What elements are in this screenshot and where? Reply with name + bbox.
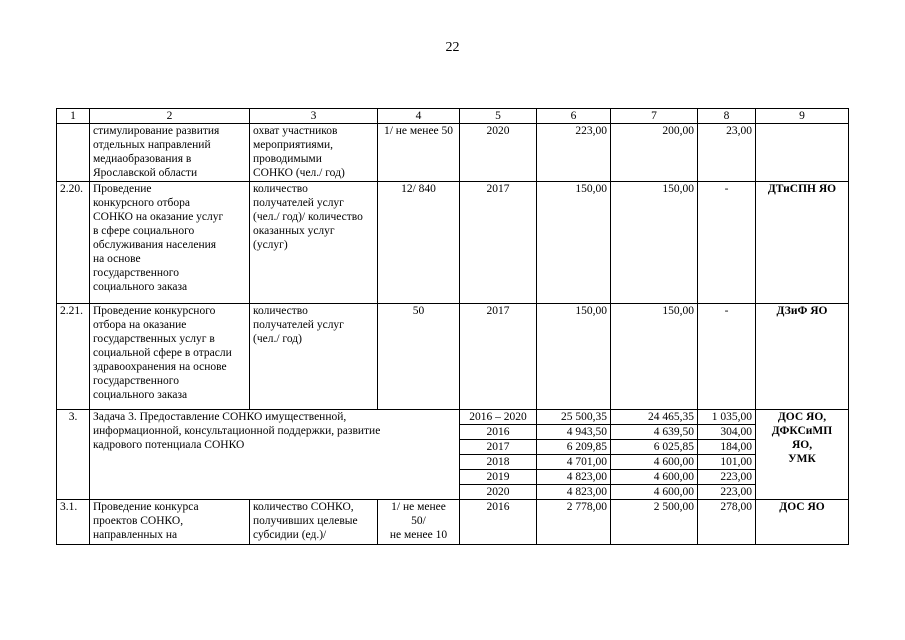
amount-other-cell: 1 035,00 (698, 410, 756, 425)
amount-regional-cell: 24 465,35 (611, 410, 698, 425)
header-cell: 7 (611, 109, 698, 124)
year-cell: 2016 (460, 425, 537, 440)
amount-regional-cell: 4 600,00 (611, 470, 698, 485)
table-row (57, 410, 849, 425)
table-row (57, 304, 849, 410)
table-row (57, 124, 849, 182)
year-cell: 2016 – 2020 (460, 410, 537, 425)
year-cell: 2020 (460, 124, 537, 182)
amount-total-cell: 150,00 (537, 304, 611, 410)
amount-regional-cell: 4 639,50 (611, 425, 698, 440)
indicator-cell: охват участников мероприятиями, проводимыми СОНКО (чел./ год) (250, 124, 378, 182)
value-cell: 1/ не менее 50/ не менее 10 (378, 500, 460, 545)
amount-other-cell: 223,00 (698, 485, 756, 500)
executor-cell: ДТиСПН ЯО (756, 182, 849, 304)
amount-regional-cell: 200,00 (611, 124, 698, 182)
amount-total-cell: 4 823,00 (537, 470, 611, 485)
year-cell: 2017 (460, 182, 537, 304)
amount-regional-cell: 150,00 (611, 182, 698, 304)
row-number: 2.20. (57, 182, 90, 304)
year-cell: 2016 (460, 500, 537, 545)
amount-regional-cell: 150,00 (611, 304, 698, 410)
amount-total-cell: 6 209,85 (537, 440, 611, 455)
row-number: 2.21. (57, 304, 90, 410)
amount-regional-cell: 2 500,00 (611, 500, 698, 545)
program-table (56, 108, 849, 545)
activity-cell: Проведение конкурсного отбора СОНКО на оказание услуг в сфере социального обслуживания населения на основе государственного социального заказа (90, 182, 250, 304)
amount-total-cell: 2 778,00 (537, 500, 611, 545)
activity-cell: Проведение конкурсного отбора на оказание государственных услуг в социальной сфере в отрасли здравоохранения на основе государственного социального заказа (90, 304, 250, 410)
table-row (57, 500, 849, 545)
amount-total-cell: 223,00 (537, 124, 611, 182)
amount-other-cell: 304,00 (698, 425, 756, 440)
amount-other-cell: 184,00 (698, 440, 756, 455)
row-number: 3.1. (57, 500, 90, 545)
amount-total-cell: 25 500,35 (537, 410, 611, 425)
value-cell: 1/ не менее 50 (378, 124, 460, 182)
year-cell: 2020 (460, 485, 537, 500)
year-cell: 2017 (460, 440, 537, 455)
amount-other-cell: - (698, 182, 756, 304)
header-cell: 9 (756, 109, 849, 124)
amount-total-cell: 4 823,00 (537, 485, 611, 500)
header-cell: 4 (378, 109, 460, 124)
header-cell: 5 (460, 109, 537, 124)
executor-cell: ДОС ЯО, ДФКСиМП ЯО, УМК (756, 410, 849, 500)
header-row (57, 109, 849, 124)
executor-cell: ДЗиФ ЯО (756, 304, 849, 410)
task-title-cell: Задача 3. Предоставление СОНКО имущественной, информационной, консультационной поддержки, развитие кадрового потенциала СОНКО (90, 410, 460, 500)
activity-cell: стимулирование развития отдельных направлений медиаобразования в Ярославской области (90, 124, 250, 182)
amount-other-cell: 101,00 (698, 455, 756, 470)
row-number (57, 124, 90, 182)
amount-other-cell: 223,00 (698, 470, 756, 485)
header-cell: 2 (90, 109, 250, 124)
amount-other-cell: - (698, 304, 756, 410)
indicator-cell: количество получателей услуг (чел./ год)/ количество оказанных услуг (услуг) (250, 182, 378, 304)
indicator-cell: количество получателей услуг (чел./ год) (250, 304, 378, 410)
amount-total-cell: 4 943,50 (537, 425, 611, 440)
header-cell: 6 (537, 109, 611, 124)
page-number: 22 (445, 40, 460, 55)
indicator-cell: количество СОНКО, получивших целевые субсидии (ед.)/ (250, 500, 378, 545)
year-cell: 2019 (460, 470, 537, 485)
year-cell: 2018 (460, 455, 537, 470)
executor-cell (756, 124, 849, 182)
amount-other-cell: 23,00 (698, 124, 756, 182)
table-row (57, 182, 849, 304)
amount-other-cell: 278,00 (698, 500, 756, 545)
value-cell: 50 (378, 304, 460, 410)
activity-cell: Проведение конкурса проектов СОНКО, направленных на (90, 500, 250, 545)
header-cell: 1 (57, 109, 90, 124)
row-number: 3. (57, 410, 90, 500)
amount-regional-cell: 4 600,00 (611, 485, 698, 500)
amount-regional-cell: 4 600,00 (611, 455, 698, 470)
executor-cell: ДОС ЯО (756, 500, 849, 545)
header-cell: 8 (698, 109, 756, 124)
value-cell: 12/ 840 (378, 182, 460, 304)
header-cell: 3 (250, 109, 378, 124)
amount-total-cell: 150,00 (537, 182, 611, 304)
amount-total-cell: 4 701,00 (537, 455, 611, 470)
amount-regional-cell: 6 025,85 (611, 440, 698, 455)
year-cell: 2017 (460, 304, 537, 410)
